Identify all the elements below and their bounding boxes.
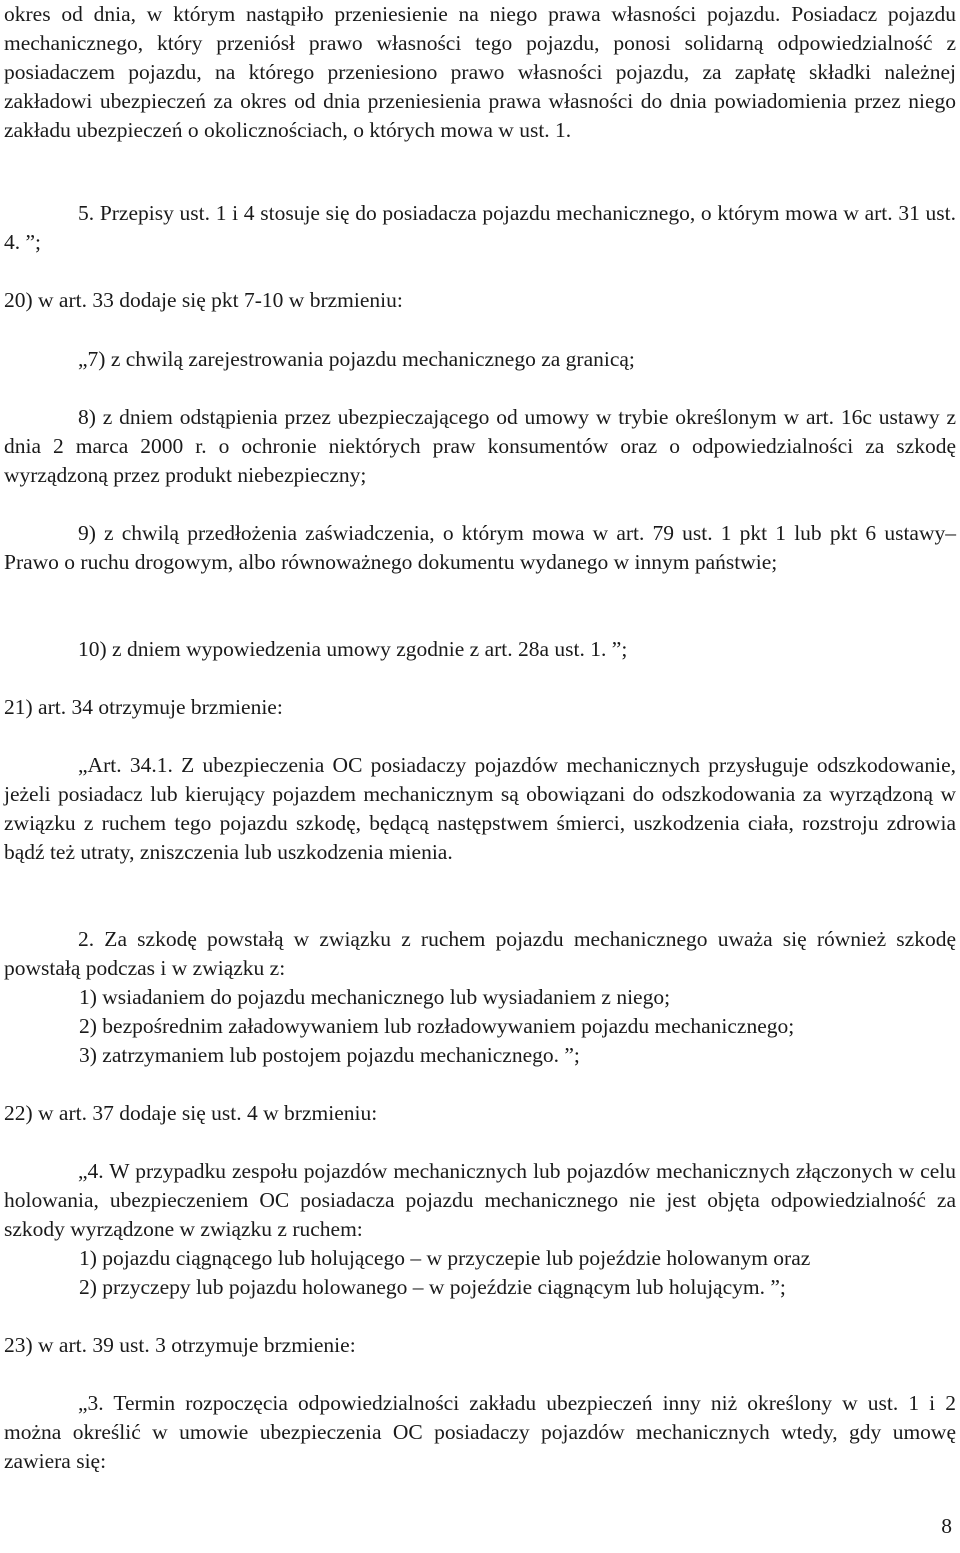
list-item-art34-3: 3) zatrzymaniem lub postojem pojazdu mechanicznego. ”; [79, 1043, 580, 1067]
paragraph-pkt-8: 8) z dniem odstąpienia przez ubezpieczającego od umowy w trybie określonym w art. 16c ustawy z dnia 2 marca 2000 r. o ochronie niektórych praw konsumentów oraz o odpowiedzialności za szkodę wyrządzoną przez produkt niebezpieczny; [4, 405, 956, 487]
list-item-art34-2: 2) bezpośrednim załadowywaniem lub rozładowywaniem pojazdu mechanicznego; [79, 1014, 795, 1038]
paragraph-art-39-3: „3. Termin rozpoczęcia odpowiedzialności zakładu ubezpieczeń inny niż określony w ust. 1 i 2 można określić w umowie ubezpieczenia OC posiadaczy pojazdów mechanicznych wtedy, gdy umowę zawiera się: [4, 1391, 956, 1473]
paragraph-art-37-4: „4. W przypadku zespołu pojazdów mechanicznych lub pojazdów mechanicznych złączonych w celu holowania, ubezpieczeniem OC posiadacza pojazdu mechanicznego nie jest objęta odpowiedzialność za szkody wyrządzone w związku z ruchem: [4, 1159, 956, 1241]
list-item-art34-1: 1) wsiadaniem do pojazdu mechanicznego lub wysiadaniem z niego; [79, 985, 671, 1009]
paragraph-item-21: 21) art. 34 otrzymuje brzmienie: [4, 695, 283, 719]
paragraph-pkt-10: 10) z dniem wypowiedzenia umowy zgodnie z art. 28a ust. 1. ”; [78, 637, 628, 661]
paragraph-art-34-1: „Art. 34.1. Z ubezpieczenia OC posiadaczy pojazdów mechanicznych przysługuje odszkodowanie, jeżeli posiadacz lub kierujący pojazdem mechanicznym są obowiązani do odszkodowania za wyrządzoną w związku z ruchem tego pojazdu szkodę, będącą następstwem śmierci, uszkodzenia ciała, rozstroju zdrowia bądź też utraty, zniszczenia lub uszkodzenia mienia. [4, 753, 956, 864]
page-number: 8 [941, 1514, 952, 1538]
paragraph-pkt-7: „7) z chwilą zarejestrowania pojazdu mechanicznego za granicą; [78, 347, 635, 371]
paragraph-pkt-9: 9) z chwilą przedłożenia zaświadczenia, o którym mowa w art. 79 ust. 1 pkt 1 lub pkt 6 ustawy– Prawo o ruchu drogowym, albo równoważnego dokumentu wydanego w innym państwie; [4, 521, 956, 574]
paragraph-item-22: 22) w art. 37 dodaje się ust. 4 w brzmieniu: [4, 1101, 378, 1125]
list-item-art37-1: 1) pojazdu ciągnącego lub holującego – w przyczepie lub pojeździe holowanym oraz [79, 1246, 811, 1270]
paragraph-ust-5: 5. Przepisy ust. 1 i 4 stosuje się do posiadacza pojazdu mechanicznego, o którym mowa w art. 31 ust. 4. ”; [4, 201, 956, 254]
paragraph-item-23: 23) w art. 39 ust. 3 otrzymuje brzmienie: [4, 1333, 356, 1357]
paragraph-art-34-2: 2. Za szkodę powstałą w związku z ruchem pojazdu mechanicznego uważa się również szkodę powstałą podczas i w związku z: [4, 927, 956, 980]
list-item-art37-2: 2) przyczepy lub pojazdu holowanego – w pojeździe ciągnącym lub holującym. ”; [79, 1275, 786, 1299]
paragraph-continuation: okres od dnia, w którym nastąpiło przeniesienie na niego prawa własności pojazdu. Posiadacz pojazdu mechanicznego, który przeniósł prawo własności tego pojazdu, ponosi solidarną odpowiedzialność z posiadaczem pojazdu, na którego przeniesiono prawo własności pojazdu, za zapłatę składki należnej zakładowi ubezpieczeń za okres od dnia przeniesienia prawa własności do dnia powiadomienia przez niego zakładu ubezpieczeń o okolicznościach, o których mowa w ust. 1. [4, 2, 956, 142]
paragraph-item-20: 20) w art. 33 dodaje się pkt 7-10 w brzmieniu: [4, 288, 403, 312]
